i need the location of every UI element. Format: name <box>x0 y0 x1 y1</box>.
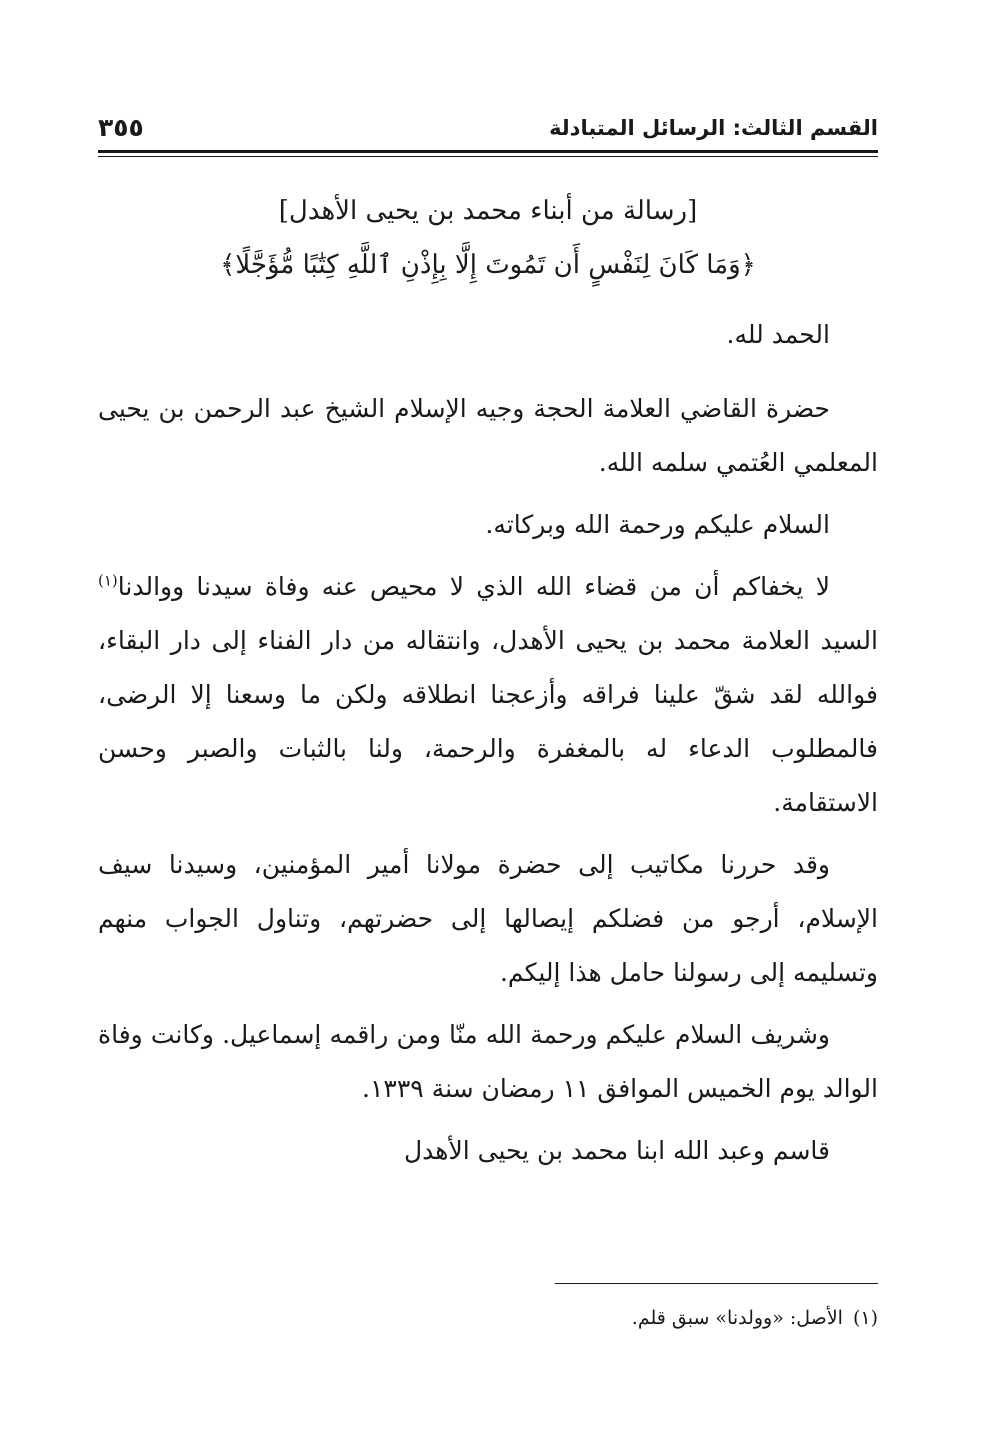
paragraph-closing: وشريف السلام عليكم ورحمة الله منّا ومن راقمه إسماعيل. وكانت وفاة الوالد يوم الخميس الموافق ١١ رمضان سنة ١٣٣٩. <box>98 1020 878 1103</box>
header-rule-thick <box>98 150 878 153</box>
footnote-reference: (١) <box>98 571 118 590</box>
paragraph-praise: الحمد لله. <box>726 320 830 349</box>
footnote <box>98 1300 878 1336</box>
signature: قاسم وعبد الله ابنا محمد بن يحيى الأهدل <box>404 1136 830 1165</box>
paragraph-condolence-rest: السيد العلامة محمد بن يحيى الأهدل، وانتقاله من دار الفناء إلى دار البقاء، فوالله لقد شقّ علينا فراقه وأزعجنا انطلاقه ولكن ما وسعنا إلا الرضى، فالمطلوب الدعاء له بالمغفرة والرحمة، ولنا بالثبات والصبر وحسن الاستقامة. <box>98 626 878 817</box>
page-number: ٣٥٥ <box>98 113 144 142</box>
footnote-separator <box>555 1283 878 1284</box>
paragraph-greeting: السلام عليكم ورحمة الله وبركاته. <box>485 510 830 539</box>
letter-title: [رسالة من أبناء محمد بن يحيى الأهدل] <box>278 196 698 226</box>
header-rule-thin <box>98 156 878 157</box>
paragraph-request: وقد حررنا مكاتيب إلى حضرة مولانا أمير المؤمنين، وسيدنا سيف الإسلام، أرجو من فضلكم إيصالها إلى حضرتهم، وتناول الجواب منهم وتسليمه إلى رسولنا حامل هذا إليكم. <box>98 850 878 987</box>
footnote-text: الأصل: «وولدنا» سبق قلم. <box>631 1307 843 1329</box>
section-title: القسم الثالث: الرسائل المتبادلة <box>549 116 878 140</box>
letter-body <box>98 184 878 1178</box>
quran-verse: ﴿وَمَا كَانَ لِنَفْسٍ أَن تَمُوتَ إِلَّا بِإِذْنِ ٱللَّهِ كِتَٰبًا مُّؤَجَّلًا﴾ <box>220 250 756 280</box>
footnote-marker: (١) <box>852 1307 878 1329</box>
paragraph-condolence <box>98 560 878 830</box>
paragraph-condolence-start: لا يخفاكم أن من قضاء الله الذي لا محيص عنه وفاة سيدنا ووالدنا <box>117 572 830 601</box>
running-header <box>98 112 878 148</box>
paragraph-address: حضرة القاضي العلامة الحجة وجيه الإسلام الشيخ عبد الرحمن بن يحيى المعلمي العُتمي سلمه الله. <box>98 394 878 477</box>
